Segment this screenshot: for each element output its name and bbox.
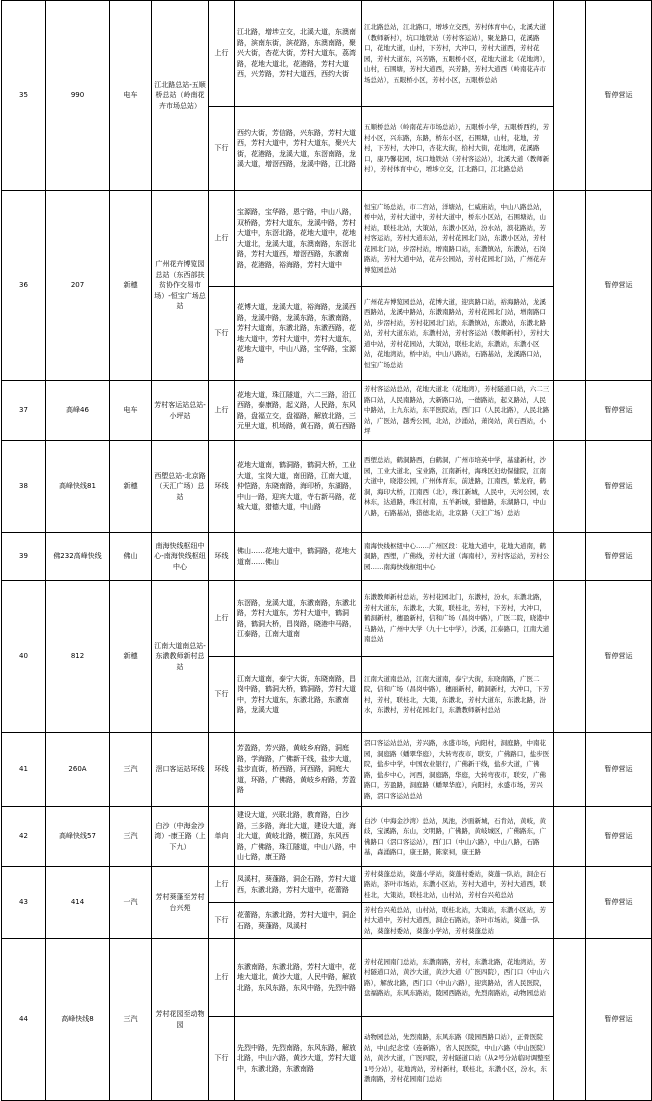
line-cell: 990 bbox=[46, 1, 110, 191]
empty-cell bbox=[554, 939, 586, 1101]
direction-up-cell: 上行 bbox=[209, 581, 235, 657]
stops-cell: 芳村客运站总站，花地大道北（花地湾），芳村隧道口站，六二三路口站，人民南路站，大新路口站，一德路站，起义路站，人民中路站，上九东站，东平医院站，西门口（人民北路），人民北路站，广医站，越秀公园，北站，沙涌站，萧岗站，黄石西站，小坪 bbox=[362, 381, 554, 441]
roads-cell: 花地大道南，鹤洞路，鹤洞大桥，工业大道，宝岗大道，南田路，江南大道，仲恺路，东晓南路，海印桥，东湖路，中山一路，迎宾大道，寺右新马路，花城大道，猎德大道，中山路 bbox=[235, 441, 362, 533]
direction-down-cell: 下行 bbox=[209, 1017, 235, 1101]
status-cell: 暂停营运 bbox=[586, 1, 652, 191]
empty-cell bbox=[554, 867, 586, 939]
company-cell: 三汽 bbox=[110, 733, 152, 807]
empty-cell bbox=[554, 1, 586, 191]
stops-cell: 动物园总站，先烈南路，东风东路（陵园西路口站），正骨医院站，中山纪念堂（连新路），省人民医院，中山六路（中山医院）站，黄沙大道，广医四院，芳村隧道口站（从2号分站临时调整至1号分站），花地湾站，芳村新村，联桂北，东漖小区，汾水，东漖南路，芳村花园南门总站 bbox=[362, 1017, 554, 1101]
seq-cell: 41 bbox=[2, 733, 46, 807]
company-cell: 新穗 bbox=[110, 441, 152, 533]
direction-up-cell: 上行 bbox=[209, 1, 235, 107]
direction-single-cell: 单向 bbox=[209, 807, 235, 867]
line-cell: 414 bbox=[46, 867, 110, 939]
table-row bbox=[2, 381, 652, 441]
table-row bbox=[2, 533, 652, 581]
empty-cell bbox=[554, 581, 586, 733]
company-cell: 电车 bbox=[110, 1, 152, 191]
roads-cell: 东滘路，龙溪大道，东漖南路，东漖北路，芳村大道东，芳村大道中，鹤洞路，鹤洞大桥，昌岗路，晓港中马路，江泰路，江南大道南 bbox=[235, 581, 362, 657]
terminus-cell: 滘口客运站环线 bbox=[152, 733, 209, 807]
stops-cell: 芳村台兴苑总站，山村站，联桂北站，大策站，东漖小区站，芳村大道中，芳村大道西，洞企石路站，茶叶市场站，葵蓬一队站，葵蓬村委站，葵蓬小学站，芳村葵蓬总站 bbox=[362, 903, 554, 939]
empty-cell bbox=[554, 441, 586, 533]
roads-cell: 花地大道，珠江隧道，六二三路，沿江西路，泰康路，起义路，人民路，东风路，盘福立交，盘福路，解放北路，三元里大道，机场路，黄石路，黄石西路 bbox=[235, 381, 362, 441]
stops-cell: 芳村葵蓬总站，葵蓬小学站，葵蓬村委站，葵蓬一队站，洞企石路站，茶叶市场站，东漖小区站，芳村大道中，芳村大道西，联桂北，大策站，联桂北站，山村站，芳村台兴苑总站 bbox=[362, 867, 554, 903]
table-row bbox=[2, 441, 652, 533]
direction-loop-cell: 环线 bbox=[209, 533, 235, 581]
line-cell: 高峰46 bbox=[46, 381, 110, 441]
terminus-cell: 江北路总站-五顺桥总站（岭南花卉市场总站） bbox=[152, 1, 209, 191]
line-cell: 812 bbox=[46, 581, 110, 733]
seq-cell: 40 bbox=[2, 581, 46, 733]
line-cell: 高峰快线57 bbox=[46, 807, 110, 867]
line-cell: 高峰快线81 bbox=[46, 441, 110, 533]
stops-cell: 东漖教师新村总站，芳村花园北门，东漖村，汾水，东漖北路，芳村大道东，东漖北，大策，联桂北，芳村，下芳村，大冲口，鹤洞新村，穗盈新村，信和广场（昌岗中路），广医二院，晓港中马路站，广州中大学（九十七中学），沙溪，江泰路口，江南大道南总站 bbox=[362, 581, 554, 657]
roads-cell: 江南大道南，泰宁大街，东晓南路，昌岗中路，鹤洞大桥，鹤洞路，芳村大道中，芳村大道东，东漖北路，东漖南路，龙溪大道 bbox=[235, 657, 362, 733]
seq-cell: 39 bbox=[2, 533, 46, 581]
seq-cell: 38 bbox=[2, 441, 46, 533]
terminus-cell: 白沙（中海金沙湾）-康王路（上下九） bbox=[152, 807, 209, 867]
status-cell: 暂停营运 bbox=[586, 441, 652, 533]
status-cell: 暂停营运 bbox=[586, 807, 652, 867]
roads-cell: 芳盈路，芳兴路，黄岐乡府路，洞庭路，学海路，广佛新干线，盐步大道，盐步直街，桥西路，河西路，洞庭大道，环路，广佛路，黄岐乡府路，芳盈路 bbox=[235, 733, 362, 807]
table-row bbox=[2, 733, 652, 807]
seq-cell: 36 bbox=[2, 191, 46, 381]
direction-up-cell: 上行 bbox=[209, 939, 235, 1017]
company-cell: 三汽 bbox=[110, 939, 152, 1101]
empty-cell bbox=[554, 807, 586, 867]
direction-loop-cell: 环线 bbox=[209, 733, 235, 807]
seq-cell: 37 bbox=[2, 381, 46, 441]
bus-route-table bbox=[1, 0, 652, 1101]
terminus-cell: 广州花卉博览园总站（东西部扶贫协作交易市场）-恒宝广场总站 bbox=[152, 191, 209, 381]
line-cell: 佛232高峰快线 bbox=[46, 533, 110, 581]
line-cell: 207 bbox=[46, 191, 110, 381]
table-row bbox=[2, 939, 652, 1017]
roads-cell: 宝源路，宝华路，恩宁路，中山八路，双桥路，芳村大道东，龙溪中路，芳村大道中，东滘北路，花地大道中，花地大道北，龙溪大道，东澳南路，东滘北路，芳村大道西，增滘西路，东漖南路，花港路，裕海路，芳村大道中 bbox=[235, 191, 362, 287]
stops-cell: 广州花卉博览园总站，花博大道，迎宾路口站，裕海路站，龙溪西路站，龙溪中路站，东漖南路站，芳村花园北门站，增南路口站，步滘村站，芳村花园北门站，东漖镇站，东漖站，东漖北路站，芳村大道东站，东漖村站，芳村客运站（教师新村），芳村大道中站，芳村花园站，大策站，联桂北站，东漖站，东漖小区站，花地湾站，桥中站，中山八路站，石路基站，龙溪路口站，恒宝广场总站 bbox=[362, 287, 554, 381]
company-cell: 三汽 bbox=[110, 807, 152, 867]
terminus-cell: 南海快线枢纽中心-南海快线枢纽中心 bbox=[152, 533, 209, 581]
company-cell: 新穗 bbox=[110, 581, 152, 733]
terminus-cell: 芳村葵蓬至芳村台兴苑 bbox=[152, 867, 209, 939]
stops-cell: 恒宝广场总站，市二宫站，洋塘站，仁威庙站，中山八路总站，桥中站，芳村大道中，芳村大道中，桥东小区站，石围塘站，山村站，联桂北站，大策站，东漖小区站，汾水站，滨花路站，芳村客运站，芳村大道东站，芳村花园北门站，东漖小区站，芳村花园北门站，步滘村站，增南路口站，东漖镇站，东漖站，石岗路站，芳村大道中站，花卉公园站，芳村花园北门站，广州花卉博览园总站 bbox=[362, 191, 554, 287]
stops-cell: 五顺桥总站（岭南花卉市场总站），五眼桥小学，五眼桥西约，芳村小区，兴东路，东路，桥东小区，石围塘，山村，花地，芳村，下芳村，大冲口，杏花大街，拾村大街，花地湾，花溪路口，康乃馨花园，坑口地铁站（芳村客运站），北溪大道（教师新村），芳村体育中心，增埗立交，江北路口，江北路总站 bbox=[362, 107, 554, 191]
empty-cell bbox=[554, 733, 586, 807]
company-cell: 新穗 bbox=[110, 191, 152, 381]
direction-loop-cell: 环线 bbox=[209, 441, 235, 533]
stops-cell: 芳村花园南门总站，东漖南路，芳村，东漖北路，花地湾站，芳村隧道口站，黄沙大道，黄沙大道（广医四院），西门口（中山六路），解放北路，西门口（中山六路），迎宾路站，省人民医院，盘福路站，东风东路站，陵园西路站，先烈南路站，动物园总站 bbox=[362, 939, 554, 1017]
seq-cell: 42 bbox=[2, 807, 46, 867]
stops-cell: 西塱总站，鹤洞路西，白鹤洞，广州市培英中学，基建新村，沙园，工业大道北，宝业路，江南新村，海珠区妇幼保健院，江南大道中，晓港公园，广州体育东，前进路，江南西，紫龙府，鹤洞，海印大桥，江南西（北），珠江新城，人民中，天河公园，农林东，达道路，珠江村南，五羊新城，猎德路，东湖路口，中山八路，石路基站，猎德北站，北京路（天汇广场）总站 bbox=[362, 441, 554, 533]
company-cell: 一汽 bbox=[110, 867, 152, 939]
direction-up-cell: 上行 bbox=[209, 191, 235, 287]
status-cell: 暂停营运 bbox=[586, 581, 652, 733]
status-cell: 暂停营运 bbox=[586, 733, 652, 807]
stops-cell: 江南大道南总站，江南大道南，泰宁大街，东晓南路，广医二院，信和广场（昌岗中路），穗丽新村，鹤洞新村，大冲口，下芳村，芳村，联桂北，大策，东漖北，芳村大道东，东漖北路，汾水，东漖村，芳村花园北门，东漖教师新村总站 bbox=[362, 657, 554, 733]
roads-cell: 先烈中路，先烈南路，东风东路，解放北路，中山六路，黄沙大道，芳村大道中，东漖北路，东漖南路 bbox=[235, 1017, 362, 1101]
line-cell: 高峰快线8 bbox=[46, 939, 110, 1101]
company-cell: 电车 bbox=[110, 381, 152, 441]
stops-cell: 滘口客运站总站，芳兴路，永盛市场，向阳村，洞庭路，中南花园，洞庭路（蟠翠华庭），大转弯夜市，联安，广佛路口，盐步医院，盐步中学，中国农业银行，广佛新干线，盐步大道，广佛路，盐步中心，河西，洞庭路，华庭，大转弯夜市，联安，广佛路口，芳盈路，洞庭路（蟠翠华庭），向阳村，永盛市场，芳兴路，滘口客运站总站 bbox=[362, 733, 554, 807]
table-row bbox=[2, 807, 652, 867]
roads-cell: 佛山……花地大道中，鹤洞路，花地大道南……佛山 bbox=[235, 533, 362, 581]
roads-cell: 江北路，增埗立交，北溪大道，东澳南路，滨南东街，滨花路，东澳南路，聚兴大街，杏花大街，芳村大道东，荔湾路，花地大道北，花港路，芳村大道西，兴芳路，芳村大道西，西约大街 bbox=[235, 1, 362, 107]
status-cell: 暂停营运 bbox=[586, 939, 652, 1101]
status-cell: 暂停营运 bbox=[586, 867, 652, 939]
table-row bbox=[2, 867, 652, 903]
table-row bbox=[2, 1, 652, 107]
direction-up-cell: 上行 bbox=[209, 867, 235, 903]
stops-cell: 白沙（中海金沙湾）总站，凤池，沙面新城，石肯站，黄岐，黄歧，宝溪路，东山，文明路，广佛路，黄岐城区，广佛路东，广佛路口（滘口客运站），西门口（中山六路），中山八路，石路基，森涌路口，康王路，陈家祠，康王路 bbox=[362, 807, 554, 867]
direction-down-cell: 下行 bbox=[209, 657, 235, 733]
status-cell: 暂停营运 bbox=[586, 533, 652, 581]
direction-up-cell: 上行 bbox=[209, 381, 235, 441]
status-cell: 暂停营运 bbox=[586, 191, 652, 381]
terminus-cell: 江南大道南总站-东漖教师新村总站 bbox=[152, 581, 209, 733]
terminus-cell: 西塱总站-北京路（天汇广场）总站 bbox=[152, 441, 209, 533]
terminus-cell: 芳村花园至动物园 bbox=[152, 939, 209, 1101]
empty-cell bbox=[554, 191, 586, 381]
table-row bbox=[2, 191, 652, 287]
direction-down-cell: 下行 bbox=[209, 107, 235, 191]
seq-cell: 43 bbox=[2, 867, 46, 939]
company-cell: 佛山 bbox=[110, 533, 152, 581]
table-row bbox=[2, 581, 652, 657]
empty-cell bbox=[554, 533, 586, 581]
roads-cell: 花蕾路，东漖北路，芳村大道中，洞企石路，葵蓬路，凤溪村 bbox=[235, 903, 362, 939]
seq-cell: 44 bbox=[2, 939, 46, 1101]
empty-cell bbox=[554, 381, 586, 441]
status-cell: 暂停营运 bbox=[586, 381, 652, 441]
roads-cell: 西约大街，芳信路，兴东路，芳村大道西，芳村大道中，芳村大道东，聚兴大街，花港路，龙溪大道，东滘南路，龙溪大道，增滘西路，龙溪中路，江北路 bbox=[235, 107, 362, 191]
seq-cell: 35 bbox=[2, 1, 46, 191]
line-cell: 260A bbox=[46, 733, 110, 807]
direction-down-cell: 下行 bbox=[209, 903, 235, 939]
roads-cell: 东漖南路，东漖北路，芳村大道中，花地大道北，黄沙大道，人民中路，解放北路，东风东路，东风中路，先烈中路 bbox=[235, 939, 362, 1017]
stops-cell: 南海快线枢纽中心……广州区段：花地大道中，花地大道南，鹤洞路，西塱，广佛线，芳村大道（海南村），芳村客运站，芳村公园……南海快线枢纽中心 bbox=[362, 533, 554, 581]
stops-cell: 江北路总站，江北路口，增埗立交西，芳村体育中心，北溪大道（教师新村），坑口地铁站（芳村客运站），聚龙路口，花溪路口，花地大道，山村，下芳村，大冲口，芳村大道西，芳村花园，芳村大道东，兴芳路，五眼桥小区，花地大道北（花地湾），山村，石围塘，芳村大道西，兴芳路，芳村大道西（岭南花卉市场总站），五眼桥小区，芳村小区，五眼桥总站 bbox=[362, 1, 554, 107]
direction-down-cell: 下行 bbox=[209, 287, 235, 381]
roads-cell: 花博大道，龙溪大道，裕海路，龙溪西路，龙溪中路，龙溪东路，东漖南路，芳村大道南，东漖北路，东漖西路，花地大道中，芳村大道中，芳村大道东，花地大道中，中山八路，宝华路，宝源路 bbox=[235, 287, 362, 381]
roads-cell: 凤溪村，葵蓬路，洞企石路，芳村大道西，东漖北路，芳村大道中，花蕾路 bbox=[235, 867, 362, 903]
roads-cell: 建设大道，兴联北路，教育路，白沙路，三多路，海北大道，建设大道，海北大道，黄岐北路，横江路，东风西路，广佛路，珠江隧道，中山八路，中山七路，康王路 bbox=[235, 807, 362, 867]
terminus-cell: 芳村客运站总站-小坪站 bbox=[152, 381, 209, 441]
